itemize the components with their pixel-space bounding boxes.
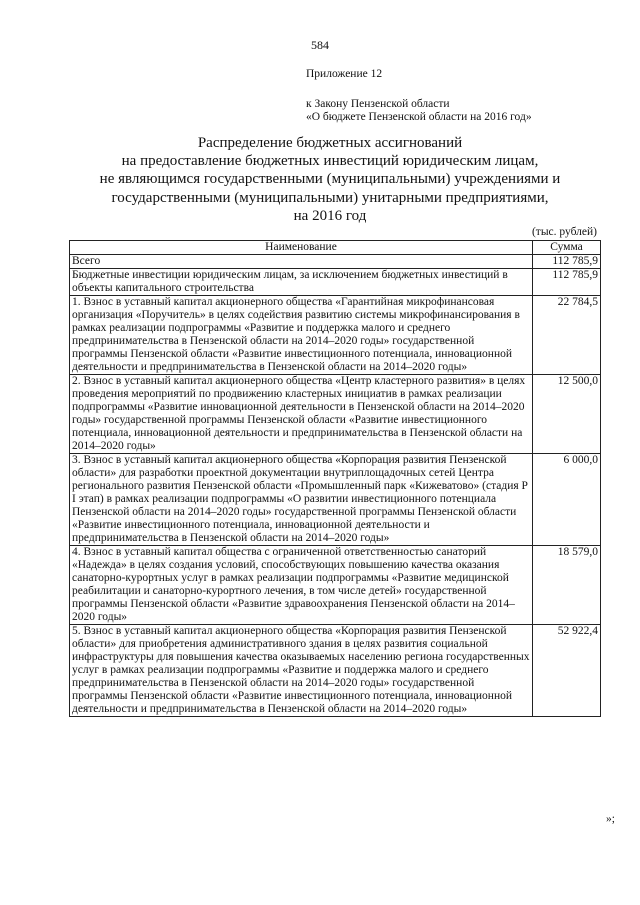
table-row	[70, 546, 601, 625]
column-header-sum: Сумма	[533, 241, 601, 255]
budget-table	[69, 240, 601, 717]
row-name: 1. Взнос в уставный капитал акционерного общества «Гарантийная микрофинансовая организация «Поручитель» в целях содействия развитию системы микрофинансирования в рамках реализации подпрограммы «Развитие и поддержка малого и среднего предпринимательства в Пензенской области на 2014–2020 годы» государственной программы Пензенской области «Развитие инвестиционного потенциала, инновационной деятельности и предпринимательства в Пензенской области на 2014–2020 годы»	[70, 296, 533, 375]
row-name: Бюджетные инвестиции юридическим лицам, за исключением бюджетных инвестиций в объекты капитального строительства	[70, 269, 533, 296]
row-sum: 6 000,0	[533, 454, 601, 546]
table-row	[70, 296, 601, 375]
table-row	[70, 375, 601, 454]
table-row	[70, 454, 601, 546]
table-row	[70, 269, 601, 296]
row-sum: 22 784,5	[533, 296, 601, 375]
row-sum: 18 579,0	[533, 546, 601, 625]
row-name: 2. Взнос в уставный капитал акционерного общества «Центр кластерного развития» в целях проведения мероприятий по продвижению кластерных инициатив в рамках реализации подпрограммы «Развитие инновационной деятельности в Пензенской области на 2014–2020 годы» государственной программы Пензенской области «Развитие инвестиционного потенциала, инновационной деятельности и предпринимательства в Пензенской области на 2014–2020 годы»	[70, 375, 533, 454]
heading-line-4: государственными (муниципальными) унитарными предприятиями,	[111, 189, 549, 206]
heading-line-1: Распределение бюджетных ассигнований	[197, 135, 463, 151]
heading-line-2: на предоставление бюджетных инвестиций юридическим лицам,	[121, 153, 539, 170]
row-sum: 112 785,9	[533, 255, 601, 269]
row-sum: 12 500,0	[533, 375, 601, 454]
row-name: 3. Взнос в уставный капитал акционерного общества «Корпорация развития Пензенской области» для разработки проектной документации внутриплощадочных сетей Центра регионального развития Пензенской области «Промышленный парк «Кижеватово» (стадия Р I этап) в рамках реализации подпрограммы «О развитии инвестиционного потенциала Пензенской области на 2014–2020 годы» государственной программы Пензенской области «Развитие инвестиционного потенциала, инновационной деятельности и предпринимательства в Пензенской области на 2014–2020 годы»	[70, 454, 533, 546]
appendix-title: Приложение 12	[306, 68, 383, 80]
row-name: 5. Взнос в уставный капитал акционерного общества «Корпорация развития Пензенской области» для приобретения административного здания в целях развития социальной инфраструктуры для повышения качества оказываемых населению региона государственных услуг в рамках реализации подпрограммы «Развитие и поддержка малого и среднего предпринимательства в Пензенской области на 2014–2020 годы» государственной программы Пензенской области «Развитие инвестиционного потенциала, инновационной деятельности и предпринимательства в Пензенской области на 2014–2020 годы»	[70, 625, 533, 717]
appendix-law-line-1: к Закону Пензенской области	[306, 98, 450, 110]
closing-quote-mark: »;	[606, 813, 615, 825]
row-sum: 52 922,4	[533, 625, 601, 717]
document-heading	[60, 134, 600, 225]
column-header-name: Наименование	[70, 241, 533, 255]
row-name: Всего	[70, 255, 533, 269]
row-name: 4. Взнос в уставный капитал общества с ограниченной ответственностью санаторий «Надежда» в целях создания условий, способствующих повышению качества оказания санаторно-курортных услуг в рамках реализации подпрограммы «Развитие медицинской реабилитации и санаторно-курортного лечения, в том числе детей» государственной программы Пензенской области «Развитие здравоохранения Пензенской области на 2014–2020 годы»	[70, 546, 533, 625]
appendix-law-reference	[306, 98, 532, 124]
page-number: 584	[311, 38, 329, 52]
appendix-law-line-2: «О бюджете Пензенской области на 2016 год»	[306, 111, 532, 123]
heading-line-5: на 2016 год	[293, 207, 367, 224]
heading-line-3: не являющимся государственными (муниципальными) учреждениями и	[99, 171, 561, 188]
table-header-row	[70, 241, 601, 255]
table-row-total	[70, 255, 601, 269]
units-note: (тыс. рублей)	[531, 226, 597, 238]
row-sum: 112 785,9	[533, 269, 601, 296]
table-row	[70, 625, 601, 717]
